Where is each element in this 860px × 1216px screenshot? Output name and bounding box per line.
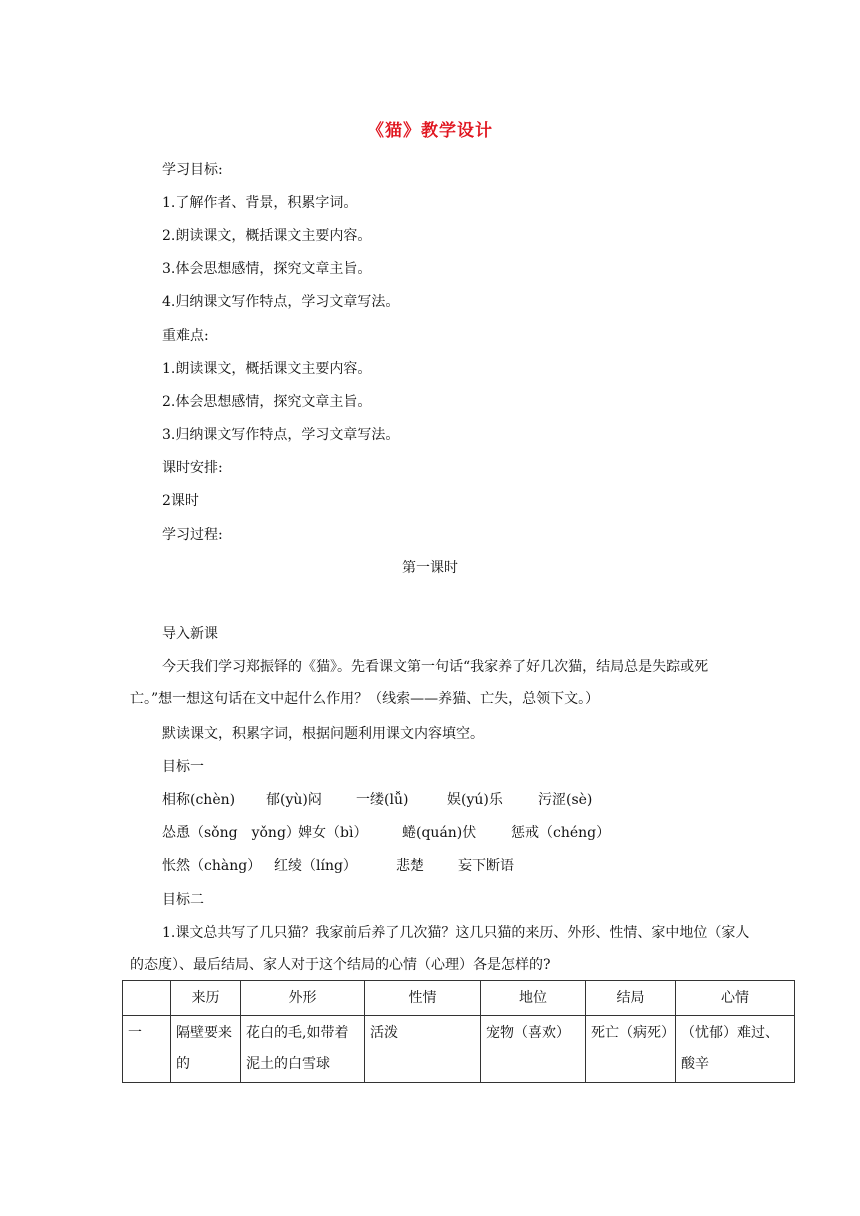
goal2-heading: 目标二	[162, 892, 204, 908]
vocab-item: 相称(chèn)	[162, 792, 236, 808]
read-instruction: 默读课文，积累字词，根据问题利用课文内容填空。	[162, 726, 484, 742]
vocab-item: 污涩(sè)	[538, 792, 593, 808]
vocab-row	[162, 790, 592, 810]
vocab-item: 一缕(lǚ)	[356, 792, 409, 808]
table-cell: 宠物（喜欢）	[481, 1016, 586, 1083]
table-cell: 死亡（病死）	[586, 1016, 676, 1083]
vocab-item: 红绫（líng）	[274, 858, 357, 874]
vocab-item: 娱(yú)乐	[447, 792, 503, 808]
table-cell: （忧郁）难过、酸辛	[676, 1016, 795, 1083]
table-cell: 隔壁要来的	[171, 1016, 241, 1083]
cat-comparison-table	[122, 980, 795, 1083]
table-header-cell: 结局	[586, 981, 676, 1016]
process-heading: 学习过程:	[162, 527, 223, 543]
objective-item: 1.了解作者、背景，积累字词。	[162, 195, 358, 211]
page-title: 《猫》教学设计	[367, 121, 493, 141]
table-header-cell: 来历	[171, 981, 241, 1016]
table-header-cell: 心情	[676, 981, 795, 1016]
table-cell: 一	[123, 1016, 171, 1083]
schedule-heading: 课时安排:	[162, 460, 223, 476]
table-cell: 活泼	[365, 1016, 481, 1083]
objective-item: 4.归纳课文写作特点，学习文章写法。	[162, 294, 400, 310]
vocab-item: 惩戒（chéng）	[511, 825, 611, 841]
vocab-item: 悲楚	[396, 858, 424, 874]
objective-item: 3.体会思想感情，探究文章主旨。	[162, 261, 372, 277]
objective-item: 2.朗读课文，概括课文主要内容。	[162, 228, 372, 244]
vocab-item: 蜷(quán)伏	[402, 825, 477, 841]
intro-paragraph: 今天我们学习郑振铎的《猫》。先看课文第一句话“我家养了好几次猫，结局总是失踪或死亡。”想一想这句话在文中起什么作用？（线索——养猫、亡失，总领下文。）	[130, 659, 709, 707]
key-points-heading: 重难点:	[162, 328, 209, 344]
key-point-item: 2.体会思想感情，探究文章主旨。	[162, 394, 372, 410]
schedule-value: 2课时	[162, 493, 199, 509]
vocab-row	[162, 856, 514, 876]
goal2-question: 1.课文总共写了几只猫？我家前后养了几次猫？这几只猫的来历、外形、性情、家中地位（家人的态度）、最后结局、家人对于这个结局的心情（心理）各是怎样的?	[130, 925, 750, 973]
vocab-item: 怅然（chàng）	[162, 858, 262, 874]
goal1-heading: 目标一	[162, 759, 204, 775]
table-row	[123, 1016, 795, 1083]
vocab-item: 妄下断语	[458, 858, 514, 874]
vocab-item: 怂恿（sǒng yǒng）	[162, 825, 300, 841]
vocab-item: 郁(yù)闷	[266, 792, 322, 808]
intro-heading: 导入新课	[162, 626, 218, 642]
vocab-row	[162, 823, 610, 843]
table-header-cell: 性情	[365, 981, 481, 1016]
key-point-item: 3.归纳课文写作特点，学习文章写法。	[162, 427, 400, 443]
table-header-cell	[123, 981, 171, 1016]
vocab-item: 婢女（bì）	[298, 825, 368, 841]
objectives-heading: 学习目标:	[162, 162, 223, 178]
table-header-cell: 外形	[241, 981, 365, 1016]
table-header-cell: 地位	[481, 981, 586, 1016]
table-cell: 花白的毛,如带着泥土的白雪球	[241, 1016, 365, 1083]
lesson-title: 第一课时	[402, 560, 458, 576]
table-header-row	[123, 981, 795, 1016]
key-point-item: 1.朗读课文，概括课文主要内容。	[162, 361, 372, 377]
